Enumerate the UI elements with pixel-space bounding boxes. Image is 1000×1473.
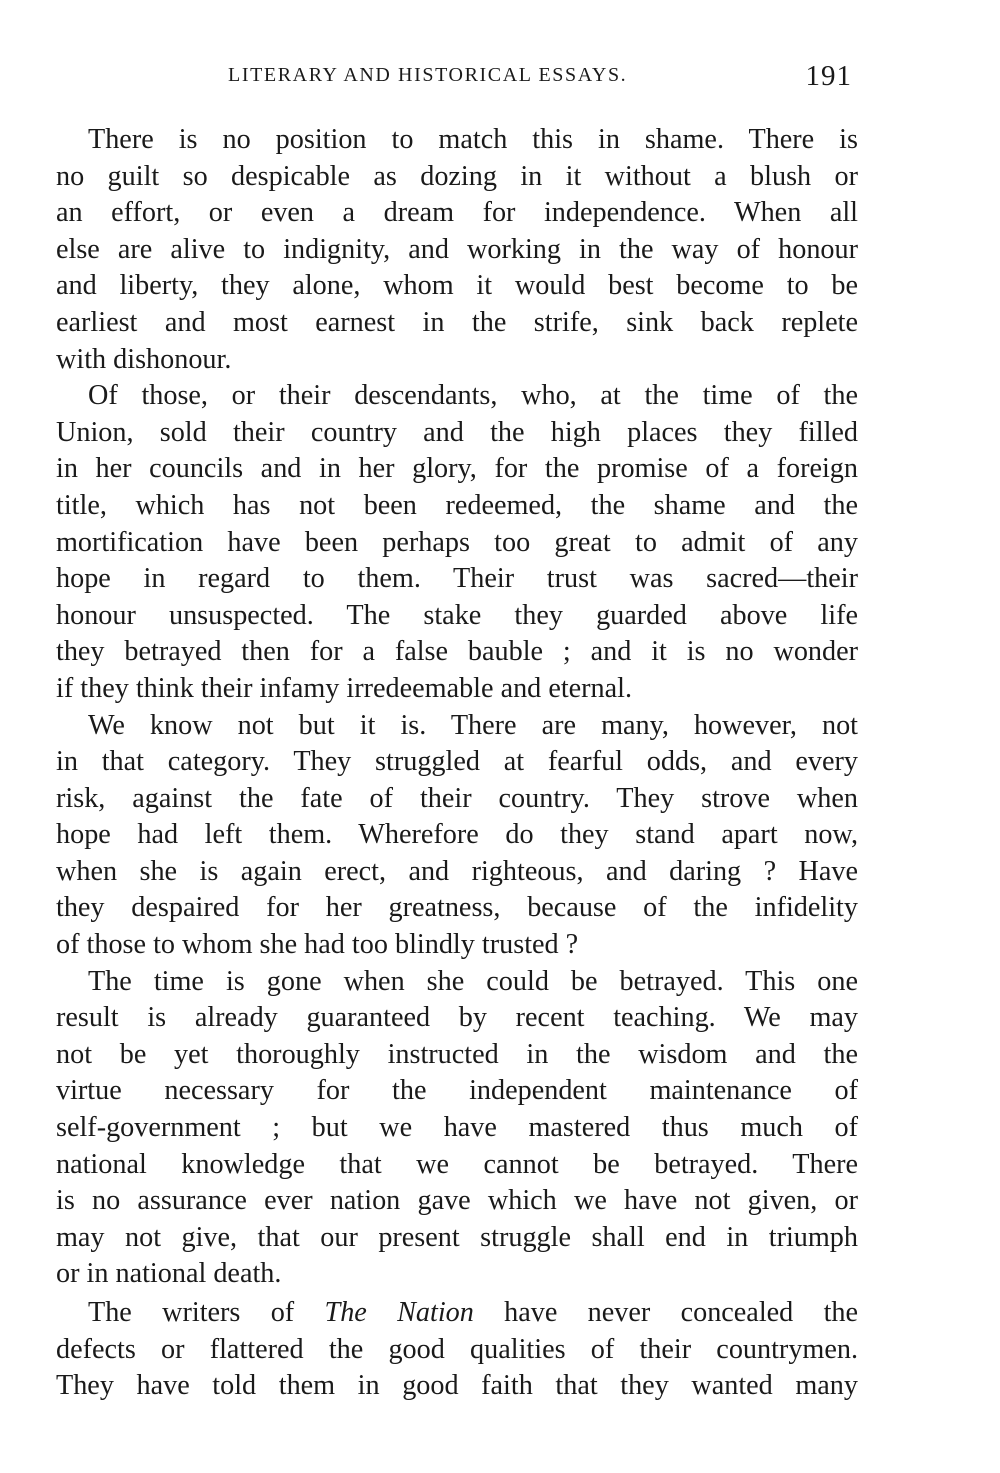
text-line: they despaired for her greatness, because of the infidelity: [56, 892, 858, 924]
text-line: defects or flattered the good qualities of their countrymen.: [56, 1333, 858, 1365]
text-line: is no assurance ever nation gave which we have not given, or: [56, 1185, 858, 1217]
text-line: result is already guaranteed by recent teaching. We may: [56, 1002, 858, 1034]
text-line: no guilt so despicable as dozing in it without a blush or: [56, 160, 858, 192]
text-line: national knowledge that we cannot be betrayed. There: [56, 1148, 858, 1180]
text-line: of those to whom she had too blindly trusted ?: [56, 929, 579, 961]
text-line: else are alive to indignity, and working in the way of honour: [56, 233, 858, 265]
text-run: have never concealed the: [473, 1297, 859, 1328]
text-line: not be yet thoroughly instructed in the wisdom and the: [56, 1038, 858, 1070]
text-line: if they think their infamy irredeemable and eternal.: [56, 672, 633, 704]
text-line: [56, 1295, 858, 1332]
text-line: in that category. They struggled at fearful odds, and every: [56, 746, 858, 778]
text-line: title, which has not been redeemed, the shame and the: [56, 489, 858, 521]
text-line: when she is again erect, and righteous, and daring ? Have: [56, 855, 858, 887]
text-line: Union, sold their country and the high places they filled: [56, 416, 858, 448]
text-line: and liberty, they alone, whom it would best become to be: [56, 270, 858, 302]
text-line: may not give, that our present struggle shall end in triumph: [56, 1221, 858, 1253]
text-line: honour unsuspected. The stake they guarded above life: [56, 599, 858, 631]
text-line: in her councils and in her glory, for the promise of a foreign: [56, 453, 858, 485]
text-line: hope in regard to them. Their trust was sacred—their: [56, 563, 858, 595]
text-line: mortification have been perhaps too great to admit of any: [56, 526, 858, 558]
text-line: risk, against the fate of their country. They strove when: [56, 782, 858, 814]
text-line: virtue necessary for the independent maintenance of: [56, 1075, 858, 1107]
body-text: [56, 122, 858, 1405]
text-line: self-government ; but we have mastered thus much of: [56, 1112, 858, 1144]
text-line: they betrayed then for a false bauble ; and it is no wonder: [56, 636, 858, 668]
text-line: or in national death.: [56, 1258, 282, 1290]
text-run: The writers of: [88, 1297, 325, 1328]
text-line: The time is gone when she could be betrayed. This one: [88, 965, 858, 997]
text-line: Of those, or their descendants, who, at the time of the: [88, 380, 858, 412]
text-line: There is no position to match this in shame. There is: [88, 124, 858, 155]
running-head: LITERARY AND HISTORICAL ESSAYS.: [228, 64, 628, 86]
text-line: an effort, or even a dream for independence. When all: [56, 197, 858, 229]
text-line: with dishonour.: [56, 343, 232, 375]
text-line: They have told them in good faith that they wanted many: [56, 1370, 858, 1402]
journal-title: The Nation: [324, 1297, 474, 1328]
page-number: 191: [805, 60, 852, 92]
text-line: We know not but it is. There are many, however, not: [88, 709, 858, 741]
text-line: earliest and most earnest in the strife, sink back replete: [56, 306, 858, 338]
text-line: hope had left them. Wherefore do they stand apart now,: [56, 819, 858, 851]
